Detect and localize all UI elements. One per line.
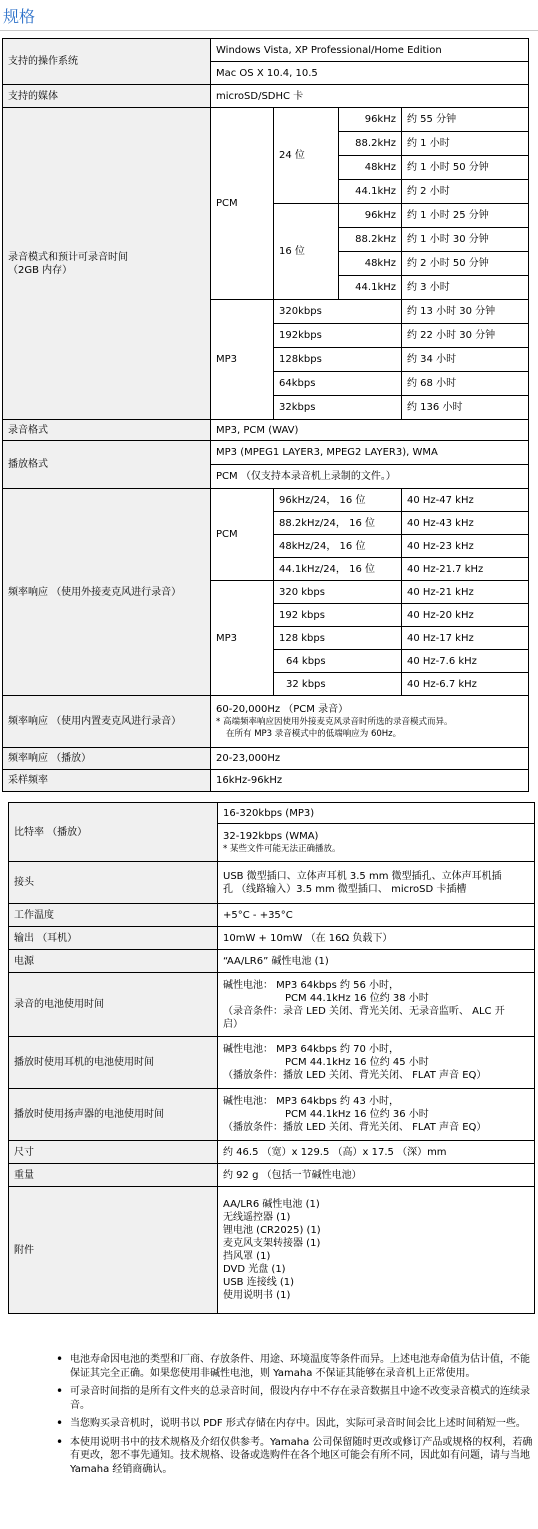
note-item: • 当您购买录音机时，说明书以 PDF 形式存储在内存中。因此，实际可录音时间会比上述时间稍短一些。 [54, 1417, 534, 1431]
battery-rec-label: 录音的电池使用时间 [9, 973, 218, 1037]
accessories-cell [218, 1187, 535, 1314]
accessory-item: USB 连接线 (1) [223, 1277, 295, 1288]
accessory-item: 麦克风支架转接器 (1) [223, 1238, 321, 1249]
pcm16-rate: 44.1kHz [339, 276, 402, 300]
os-label: 支持的操作系统 [3, 39, 211, 85]
pcm-label: PCM [211, 108, 274, 300]
freq-pcm-mode: 44.1kHz/24， 16 位 [274, 558, 402, 581]
battery-speaker-cell [218, 1089, 535, 1141]
temp-label: 工作温度 [9, 904, 218, 927]
pcm24-time: 约 55 分钟 [402, 108, 529, 132]
note-item: • 可录音时间指的是所有文件夹的总录音时间，假设内存中不存在录音数据且中途不改变录音模式的连续录音。 [54, 1385, 534, 1412]
battery-rec-line-3: （录音条件：录音 LED 关闭、背光关闭、无录音监听、 ALC 开 [223, 1005, 505, 1017]
pcm24-rate: 48kHz [339, 156, 402, 180]
recfmt-value: MP3, PCM (WAV) [211, 420, 529, 441]
freq-pcm-range: 40 Hz-21.7 kHz [402, 558, 529, 581]
rec-mode-label [3, 108, 211, 420]
mp3-rate: 192kbps [274, 324, 402, 348]
freqext-label: 频率响应 （使用外接麦克风进行录音） [3, 489, 211, 696]
mp3-time: 约 136 小时 [402, 396, 529, 420]
spec-table-2 [8, 802, 535, 1314]
battery-phone-line-1: 碱性电池： MP3 64kbps 约 70 小时， [223, 1044, 400, 1055]
bitrate-note: * 某些文件可能无法正确播放。 [223, 844, 341, 854]
playfmt-value-1: MP3 (MPEG1 LAYER3, MPEG2 LAYER3), WMA [211, 441, 529, 465]
pcm16-time: 约 1 小时 25 分钟 [402, 204, 529, 228]
freqint-cell [211, 696, 529, 748]
freq-pcm-range: 40 Hz-43 kHz [402, 512, 529, 535]
jack-line-1: USB 微型插口、立体声耳机 3.5 mm 微型插孔、立体声耳机插 [223, 870, 502, 882]
freq-pcm-label: PCM [211, 489, 274, 581]
mp3-rate: 320kbps [274, 300, 402, 324]
freqplay-value: 20-23,000Hz [211, 748, 529, 770]
jack-label: 接头 [9, 862, 218, 904]
pcm24-time: 约 1 小时 [402, 132, 529, 156]
freq-pcm-range: 40 Hz-47 kHz [402, 489, 529, 512]
bitrate-value-1: 16-320kbps (MP3) [218, 803, 535, 824]
battery-rec-line-2: PCM 44.1kHz 16 位约 38 小时 [285, 992, 429, 1004]
freq-pcm-mode: 88.2kHz/24， 16 位 [274, 512, 402, 535]
freqplay-label: 频率响应 （播放） [3, 748, 211, 770]
jack-cell [218, 862, 535, 904]
battery-speaker-line-2: PCM 44.1kHz 16 位约 36 小时 [285, 1109, 429, 1120]
freq-mp3-range: 40 Hz-6.7 kHz [402, 673, 529, 696]
freqint-label: 频率响应 （使用内置麦克风进行录音） [3, 696, 211, 748]
mp3-label: MP3 [211, 300, 274, 420]
playfmt-label: 播放格式 [3, 441, 211, 489]
battery-phone-cell [218, 1037, 535, 1089]
battery-phone-label: 播放时使用耳机的电池使用时间 [9, 1037, 218, 1089]
battery-rec-line-1: 碱性电池： MP3 64kbps 约 56 小时， [223, 979, 400, 991]
freq-mp3-range: 40 Hz-17 kHz [402, 627, 529, 650]
pcm16-rate: 48kHz [339, 252, 402, 276]
jack-line-2: 孔 （线路输入）3.5 mm 微型插口、 microSD 卡插槽 [223, 883, 467, 895]
freq-mp3-mode: 320 kbps [274, 581, 402, 604]
freq-mp3-mode: 128 kbps [274, 627, 402, 650]
accessory-item: 使用说明书 (1) [223, 1290, 291, 1301]
recfmt-label: 录音格式 [3, 420, 211, 441]
rec-mode-sub: （2GB 内存） [8, 264, 73, 276]
freq-pcm-mode: 96kHz/24， 16 位 [274, 489, 402, 512]
accessory-item: 挡风罩 (1) [223, 1251, 271, 1262]
media-value: microSD/SDHC 卡 [211, 85, 529, 108]
temp-value: +5°C - +35°C [218, 904, 535, 927]
output-label: 输出 （耳机） [9, 927, 218, 950]
media-label: 支持的媒体 [3, 85, 211, 108]
pcm24-time: 约 2 小时 [402, 180, 529, 204]
note-item: • 本使用说明书中的技术规格及介绍仅供参考。Yamaha 公司保留随时更改或修订产品或规格的权利，若确有更改，恕不事先通知。技术规格、设备或选购件在各个地区可能会有所不同，因此如有问题，请与当地 Yamaha 经销商确认。 [54, 1436, 534, 1477]
title-rule [0, 30, 538, 31]
battery-speaker-line-3: （播放条件：播放 LED 关闭、背光关闭、 FLAT 声音 EQ） [223, 1122, 487, 1133]
freq-pcm-mode: 48kHz/24， 16 位 [274, 535, 402, 558]
freqint-value: 60-20,000Hz （PCM 录音） [216, 704, 349, 715]
pcm16-time: 约 3 小时 [402, 276, 529, 300]
pcm16-time: 约 1 小时 30 分钟 [402, 228, 529, 252]
bit24-label: 24 位 [274, 108, 339, 204]
pcm24-rate: 88.2kHz [339, 132, 402, 156]
pcm24-time: 约 1 小时 50 分钟 [402, 156, 529, 180]
freqint-note-2: 在所有 MP3 录音模式中的低端响应为 60Hz。 [226, 729, 402, 739]
mp3-rate: 128kbps [274, 348, 402, 372]
accessory-item: 锂电池 (CR2025) (1) [223, 1225, 321, 1236]
playfmt-value-2: PCM （仅支持本录音机上录制的文件。） [211, 465, 529, 489]
pcm24-rate: 96kHz [339, 108, 402, 132]
os-value-2: Mac OS X 10.4, 10.5 [211, 62, 529, 85]
mp3-rate: 64kbps [274, 372, 402, 396]
battery-speaker-line-1: 碱性电池： MP3 64kbps 约 43 小时， [223, 1096, 400, 1107]
pcm16-rate: 96kHz [339, 204, 402, 228]
bitrate-label: 比特率 （播放） [9, 803, 218, 862]
mp3-time: 约 34 小时 [402, 348, 529, 372]
samp-label: 采样频率 [3, 770, 211, 792]
mp3-rate: 32kbps [274, 396, 402, 420]
accessory-item: DVD 光盘 (1) [223, 1264, 286, 1275]
battery-rec-line-4: 启） [223, 1018, 243, 1030]
freq-mp3-mode: 32 kbps [274, 673, 402, 696]
accessory-item: AA/LR6 碱性电池 (1) [223, 1199, 320, 1210]
mp3-time: 约 68 小时 [402, 372, 529, 396]
weight-label: 重量 [9, 1164, 218, 1187]
os-value-1: Windows Vista, XP Professional/Home Edition [211, 39, 529, 62]
note-item: • 电池寿命因电池的类型和厂商、存放条件、用途、环境温度等条件而异。上述电池寿命值为估计值，不能保证其完全正确。如果您使用非碱性电池，则 Yamaha 不保证其能够在录音机上正常使用。 [54, 1353, 534, 1380]
freq-mp3-mode: 192 kbps [274, 604, 402, 627]
pcm24-rate: 44.1kHz [339, 180, 402, 204]
page-title: 规格 [3, 7, 36, 26]
size-label: 尺寸 [9, 1141, 218, 1164]
size-value: 约 46.5 （宽）x 129.5 （高）x 17.5 （深）mm [218, 1141, 535, 1164]
freq-pcm-range: 40 Hz-23 kHz [402, 535, 529, 558]
pcm16-rate: 88.2kHz [339, 228, 402, 252]
power-label: 电源 [9, 950, 218, 973]
weight-value: 约 92 g （包括一节碱性电池） [218, 1164, 535, 1187]
freq-mp3-range: 40 Hz-20 kHz [402, 604, 529, 627]
power-value: “AA/LR6” 碱性电池 (1) [218, 950, 535, 973]
pcm16-time: 约 2 小时 50 分钟 [402, 252, 529, 276]
accessories-label: 附件 [9, 1187, 218, 1314]
battery-rec-cell [218, 973, 535, 1037]
mp3-time: 约 22 小时 30 分钟 [402, 324, 529, 348]
battery-phone-line-3: （播放条件：播放 LED 关闭、背光关闭、 FLAT 声音 EQ） [223, 1070, 487, 1081]
bitrate-cell-2 [218, 824, 535, 862]
accessory-item: 无线遥控器 (1) [223, 1212, 291, 1223]
samp-value: 16kHz-96kHz [211, 770, 529, 792]
notes-list [54, 1353, 534, 1481]
battery-phone-line-2: PCM 44.1kHz 16 位约 45 小时 [285, 1057, 429, 1068]
bit16-label: 16 位 [274, 204, 339, 300]
battery-speaker-label: 播放时使用扬声器的电池使用时间 [9, 1089, 218, 1141]
rec-mode-title: 录音模式和预计可录音时间 [8, 251, 128, 263]
output-value: 10mW + 10mW （在 16Ω 负载下） [218, 927, 535, 950]
freq-mp3-mode: 64 kbps [274, 650, 402, 673]
spec-table-1 [2, 38, 529, 792]
freq-mp3-range: 40 Hz-7.6 kHz [402, 650, 529, 673]
mp3-time: 约 13 小时 30 分钟 [402, 300, 529, 324]
bitrate-value-2: 32-192kbps (WMA) [223, 831, 319, 842]
freq-mp3-label: MP3 [211, 581, 274, 696]
freq-mp3-range: 40 Hz-21 kHz [402, 581, 529, 604]
freqint-note-1: * 高端频率响应因使用外接麦克风录音时所选的录音模式而异。 [216, 717, 453, 727]
